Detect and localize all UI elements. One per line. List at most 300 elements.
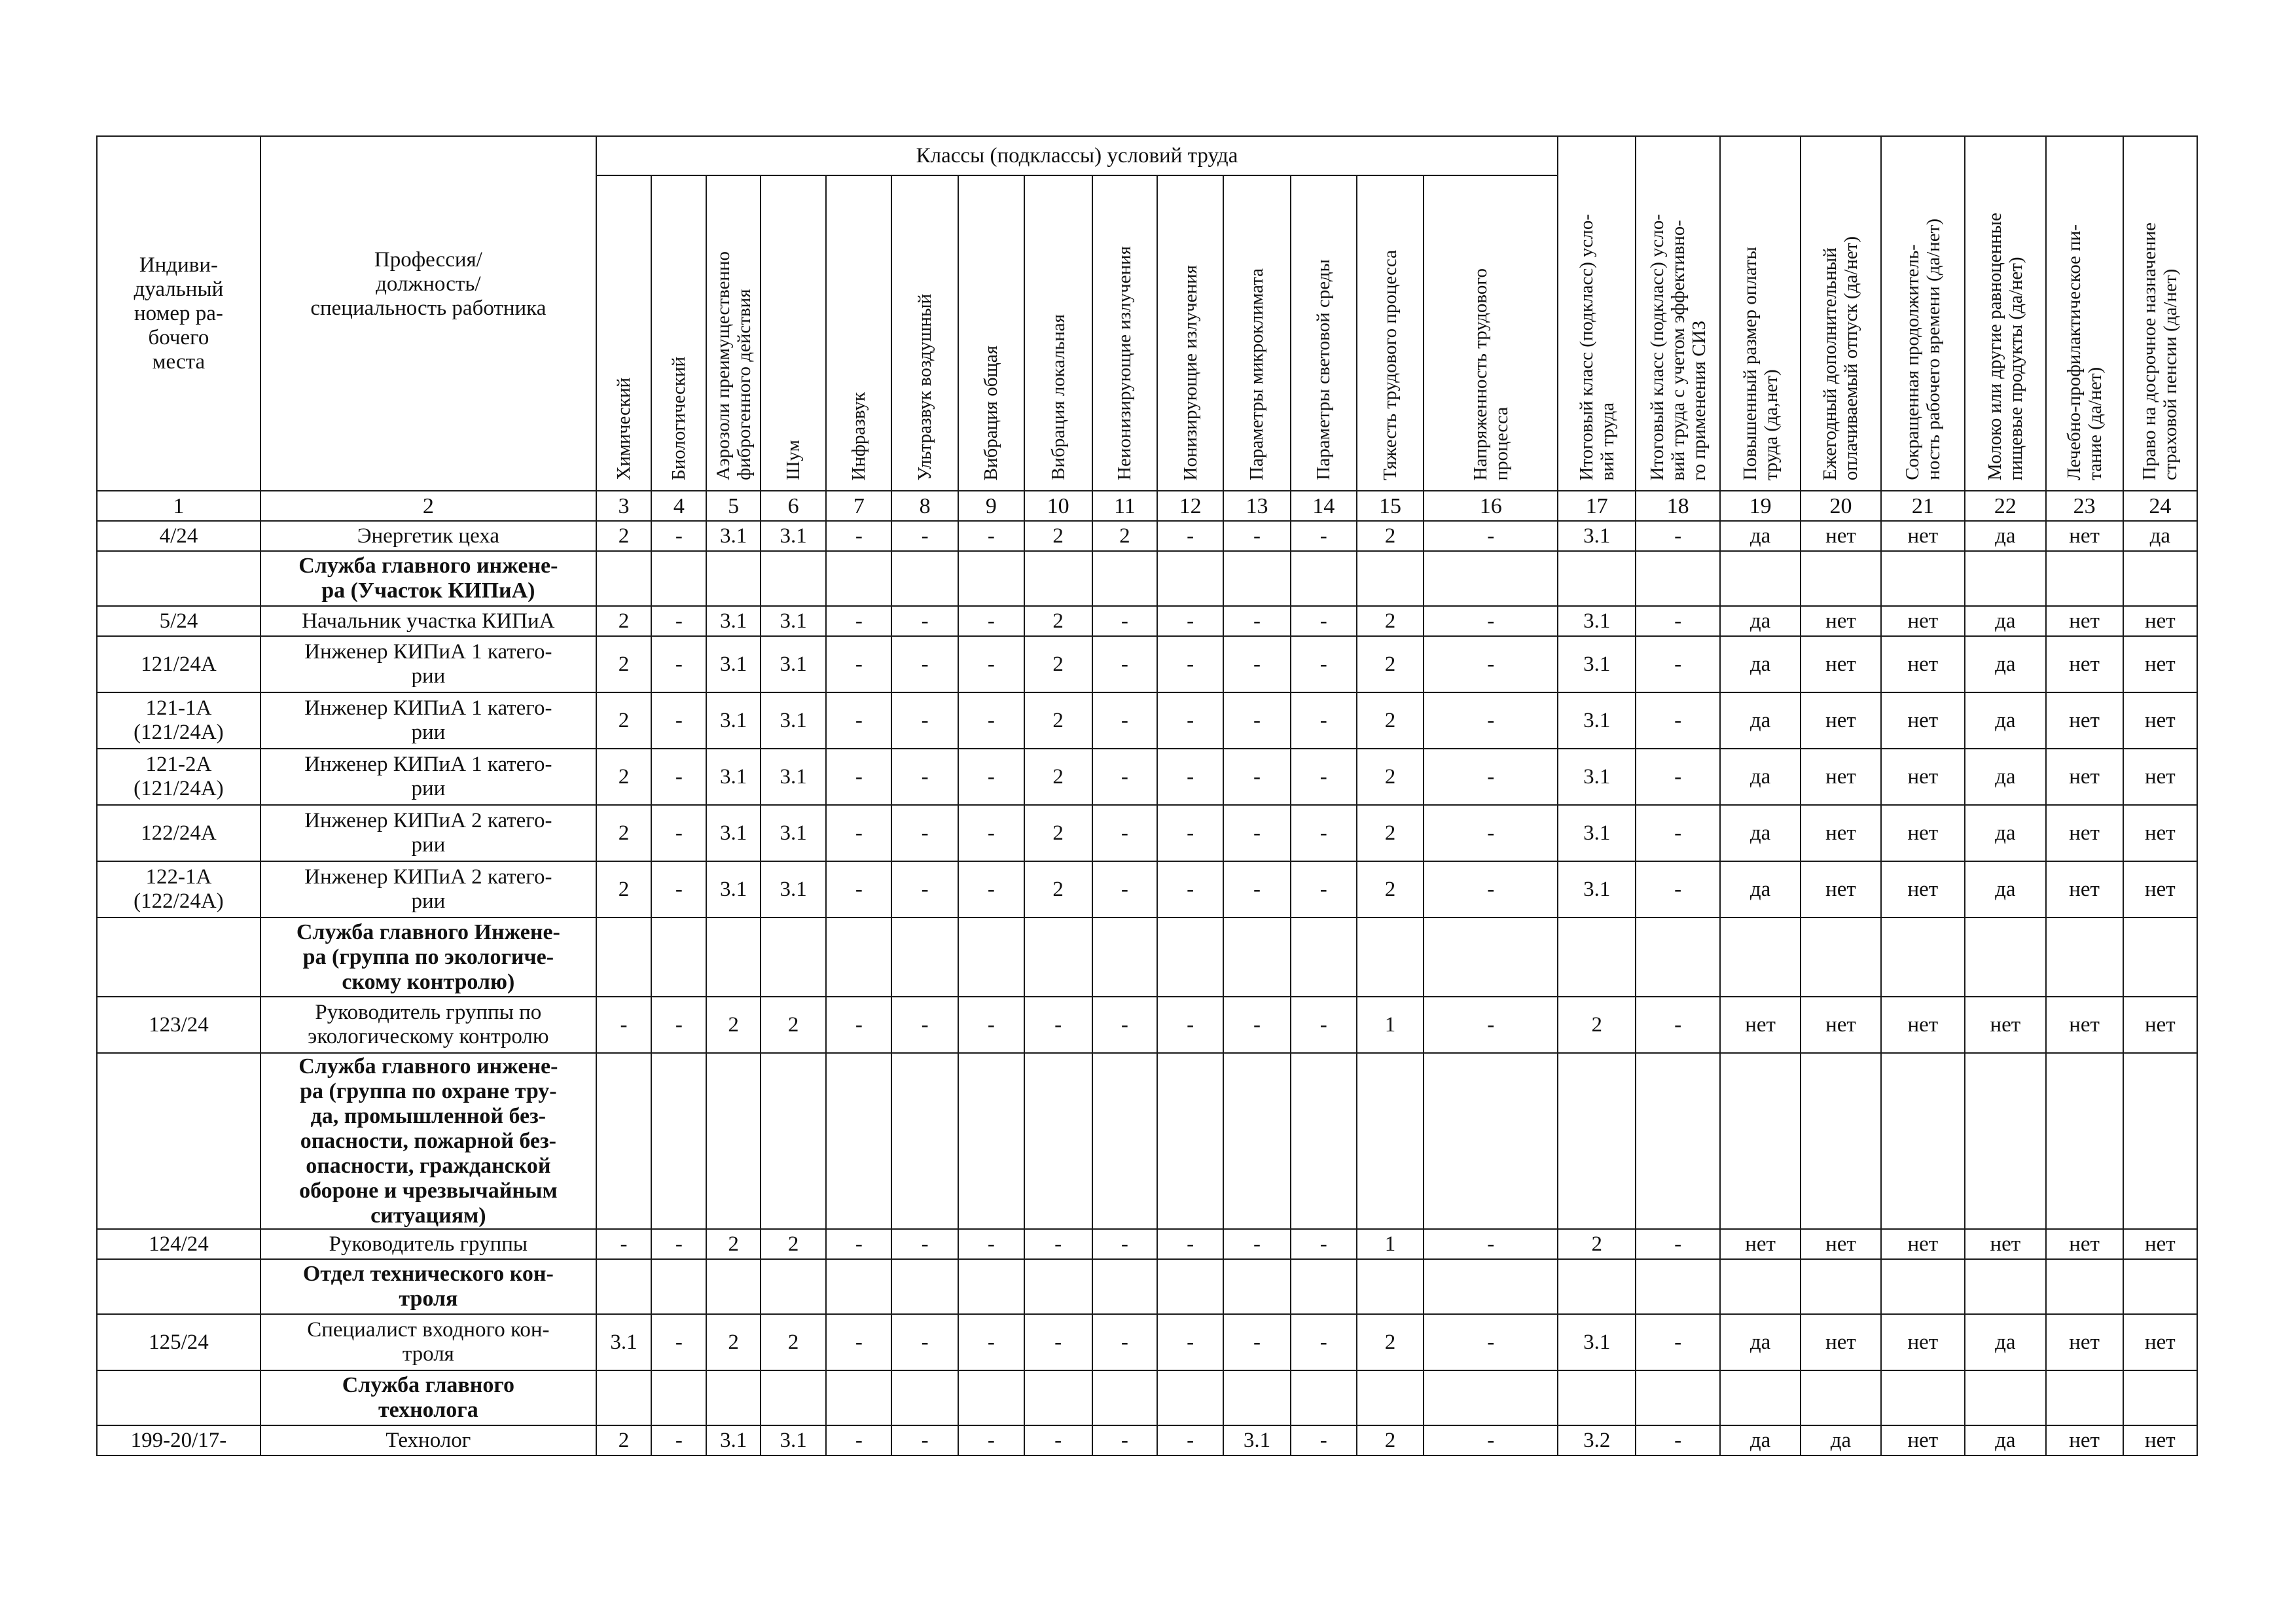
value-cell: - [1291, 521, 1357, 551]
value-cell: - [958, 1314, 1024, 1370]
value-cell: - [1424, 521, 1558, 551]
value-cell: - [1092, 1425, 1158, 1455]
section-title: Служба главного технолога [260, 1370, 596, 1425]
empty-cell [2123, 918, 2197, 997]
section-row [97, 1259, 2197, 1314]
header-therapeutic-food: Лечебно-профилактическое пи- тание (да/нет) [2046, 136, 2123, 491]
empty-cell [1024, 1259, 1092, 1314]
profession-cell: Инженер КИПиА 2 катего- рии [260, 805, 596, 861]
empty-cell [958, 1259, 1024, 1314]
value-cell: нет [1801, 1314, 1880, 1370]
value-cell: - [1157, 997, 1223, 1053]
value-cell: 2 [1024, 692, 1092, 749]
value-cell: - [1157, 521, 1223, 551]
value-cell: нет [1881, 997, 1965, 1053]
value-cell: нет [1801, 521, 1880, 551]
column-number: 12 [1157, 491, 1223, 521]
value-cell: 2 [1357, 692, 1424, 749]
value-cell: 2 [1357, 861, 1424, 918]
empty-cell [826, 1259, 891, 1314]
header-factor: Инфразвук [826, 175, 891, 491]
workplace-id-cell: 199-20/17- [97, 1425, 260, 1455]
profession-cell: Инженер КИПиА 1 катего- рии [260, 692, 596, 749]
value-cell: 3.1 [761, 805, 827, 861]
column-number: 22 [1965, 491, 2045, 521]
value-cell: нет [1965, 1229, 2045, 1259]
value-cell: нет [1881, 1229, 1965, 1259]
value-cell: - [1092, 861, 1158, 918]
value-cell: - [1092, 997, 1158, 1053]
working-conditions-table [96, 135, 2198, 1456]
header-factor: Вибрация общая [958, 175, 1024, 491]
value-cell: нет [2123, 1314, 2197, 1370]
value-cell: - [1092, 805, 1158, 861]
value-cell: да [1965, 805, 2045, 861]
value-cell: 3.1 [706, 805, 760, 861]
empty-cell [1223, 918, 1291, 997]
empty-cell [2046, 918, 2123, 997]
value-cell: - [826, 997, 891, 1053]
empty-cell [2046, 1370, 2123, 1425]
empty-cell [1424, 1370, 1558, 1425]
value-cell: - [1157, 749, 1223, 805]
value-cell: 1 [1357, 997, 1424, 1053]
value-cell: 2 [1357, 749, 1424, 805]
value-cell: - [826, 521, 891, 551]
empty-cell [651, 1053, 706, 1229]
table-row [97, 805, 2197, 861]
value-cell: - [1424, 1229, 1558, 1259]
table-row [97, 1229, 2197, 1259]
empty-cell [1024, 1053, 1092, 1229]
column-number: 4 [651, 491, 706, 521]
empty-cell [706, 1053, 760, 1229]
value-cell: нет [1881, 636, 1965, 692]
workplace-id-cell: 125/24 [97, 1314, 260, 1370]
empty-cell [1157, 918, 1223, 997]
empty-cell [706, 1259, 760, 1314]
column-number: 15 [1357, 491, 1424, 521]
value-cell: 3.1 [706, 1425, 760, 1455]
value-cell: - [1157, 1425, 1223, 1455]
value-cell: нет [2123, 606, 2197, 636]
empty-cell [651, 551, 706, 606]
value-cell: - [1291, 805, 1357, 861]
empty-cell [1558, 918, 1636, 997]
value-cell: - [1092, 636, 1158, 692]
value-cell: 2 [1558, 997, 1636, 1053]
value-cell: - [1223, 1229, 1291, 1259]
empty-cell [1636, 1370, 1720, 1425]
value-cell: 3.1 [1558, 805, 1636, 861]
value-cell: - [1157, 692, 1223, 749]
value-cell: 2 [596, 749, 651, 805]
value-cell: - [958, 749, 1024, 805]
empty-cell [1024, 918, 1092, 997]
value-cell: нет [2046, 861, 2123, 918]
value-cell: 2 [1357, 805, 1424, 861]
value-cell: нет [1801, 1229, 1880, 1259]
empty-cell [2046, 551, 2123, 606]
value-cell: - [826, 749, 891, 805]
value-cell: - [1024, 1425, 1092, 1455]
header-factor: Вибрация локальная [1024, 175, 1092, 491]
empty-cell [1558, 1370, 1636, 1425]
value-cell: 3.1 [1558, 521, 1636, 551]
empty-cell [596, 551, 651, 606]
empty-cell [1965, 1370, 2045, 1425]
empty-cell [1720, 551, 1801, 606]
value-cell: 2 [596, 521, 651, 551]
value-cell: да [1720, 805, 1801, 861]
header-conditions-group: Классы (подклассы) условий труда [596, 136, 1558, 175]
empty-cell [1357, 918, 1424, 997]
empty-cell [1881, 1370, 1965, 1425]
value-cell: 3.1 [706, 606, 760, 636]
column-number: 10 [1024, 491, 1092, 521]
value-cell: - [1424, 606, 1558, 636]
value-cell: - [596, 997, 651, 1053]
header-col1-label: Индиви- дуальный номер ра- бочего места [134, 253, 224, 374]
profession-cell: Инженер КИПиА 1 катего- рии [260, 749, 596, 805]
header-factor: Тяжесть трудового процесса [1357, 175, 1424, 491]
value-cell: да [1720, 1314, 1801, 1370]
value-cell: - [1424, 1314, 1558, 1370]
empty-cell [1720, 1370, 1801, 1425]
value-cell: - [1636, 521, 1720, 551]
value-cell: да [1965, 1425, 2045, 1455]
empty-cell [596, 918, 651, 997]
empty-cell [1157, 1053, 1223, 1229]
value-cell: - [1157, 636, 1223, 692]
column-number: 11 [1092, 491, 1158, 521]
value-cell: 2 [596, 606, 651, 636]
empty-cell [826, 551, 891, 606]
empty-cell [1801, 551, 1880, 606]
value-cell: 1 [1357, 1229, 1424, 1259]
value-cell: - [1092, 606, 1158, 636]
column-number: 1 [97, 491, 260, 521]
value-cell: нет [1881, 1314, 1965, 1370]
value-cell: - [1424, 692, 1558, 749]
value-cell: - [1223, 997, 1291, 1053]
value-cell: нет [2046, 1425, 2123, 1455]
value-cell: - [1636, 606, 1720, 636]
empty-cell [1092, 1053, 1158, 1229]
value-cell: нет [2046, 1229, 2123, 1259]
column-number: 6 [761, 491, 827, 521]
empty-cell [2046, 1259, 2123, 1314]
value-cell: - [958, 805, 1024, 861]
empty-cell [1157, 1370, 1223, 1425]
empty-cell [1092, 1259, 1158, 1314]
value-cell: 2 [761, 1229, 827, 1259]
value-cell: нет [1965, 997, 2045, 1053]
empty-cell [596, 1053, 651, 1229]
empty-cell [1965, 551, 2045, 606]
empty-cell [826, 1053, 891, 1229]
table-row [97, 749, 2197, 805]
value-cell: 3.1 [761, 749, 827, 805]
value-cell: нет [2046, 606, 2123, 636]
value-cell: 2 [1357, 606, 1424, 636]
value-cell: 3.1 [1558, 692, 1636, 749]
workplace-id-cell: 121-2А (121/24А) [97, 749, 260, 805]
value-cell: - [958, 1229, 1024, 1259]
value-cell: - [1291, 861, 1357, 918]
column-number: 9 [958, 491, 1024, 521]
section-title: Служба главного инжене- ра (группа по охране тру- да, промышленной без- опасности, пожарной без- опасности, гражданской обороне и чрезвычайным ситуациям) [260, 1053, 596, 1229]
header-factor: Шум [761, 175, 827, 491]
value-cell: - [651, 692, 706, 749]
value-cell: - [826, 861, 891, 918]
value-cell: - [1092, 1314, 1158, 1370]
value-cell: - [1157, 1229, 1223, 1259]
value-cell: нет [1801, 861, 1880, 918]
value-cell: - [958, 861, 1024, 918]
empty-cell [706, 1370, 760, 1425]
profession-cell: Специалист входного кон- троля [260, 1314, 596, 1370]
empty-cell [958, 1370, 1024, 1425]
empty-cell [1881, 1259, 1965, 1314]
empty-cell [1558, 1053, 1636, 1229]
table-row [97, 606, 2197, 636]
profession-cell: Начальник участка КИПиА [260, 606, 596, 636]
value-cell: 3.1 [1558, 636, 1636, 692]
table-row [97, 861, 2197, 918]
section-row [97, 918, 2197, 997]
header-factor: Химический [596, 175, 651, 491]
profession-cell: Инженер КИПиА 2 катего- рии [260, 861, 596, 918]
value-cell: - [1291, 997, 1357, 1053]
value-cell: да [1965, 606, 2045, 636]
value-cell: да [1801, 1425, 1880, 1455]
value-cell: 2 [1024, 636, 1092, 692]
value-cell: 2 [706, 1229, 760, 1259]
empty-cell [1357, 1370, 1424, 1425]
value-cell: 2 [596, 861, 651, 918]
empty-cell [1223, 1259, 1291, 1314]
value-cell: нет [2123, 692, 2197, 749]
empty-cell [1092, 551, 1158, 606]
empty-cell [1881, 918, 1965, 997]
empty-cell [826, 918, 891, 997]
empty-cell [2123, 551, 2197, 606]
empty-cell [1558, 1259, 1636, 1314]
value-cell: - [651, 521, 706, 551]
value-cell: 2 [596, 636, 651, 692]
empty-cell [1636, 551, 1720, 606]
value-cell: - [891, 636, 958, 692]
value-cell: 2 [1357, 1425, 1424, 1455]
column-number: 13 [1223, 491, 1291, 521]
empty-cell [958, 551, 1024, 606]
workplace-id-cell [97, 1259, 260, 1314]
empty-cell [1881, 1053, 1965, 1229]
value-cell: - [1223, 1314, 1291, 1370]
empty-cell [1801, 1053, 1880, 1229]
header-early-pension: Право на досрочное назначение страховой пенсии (да/нет) [2123, 136, 2197, 491]
empty-cell [1291, 551, 1357, 606]
empty-cell [1157, 1259, 1223, 1314]
value-cell: нет [1720, 1229, 1801, 1259]
value-cell: - [826, 1425, 891, 1455]
value-cell: да [1720, 606, 1801, 636]
value-cell: 3.1 [596, 1314, 651, 1370]
value-cell: нет [1801, 805, 1880, 861]
empty-cell [1720, 1259, 1801, 1314]
value-cell: 3.1 [761, 606, 827, 636]
value-cell: - [1636, 636, 1720, 692]
value-cell: - [891, 749, 958, 805]
value-cell: - [1424, 861, 1558, 918]
value-cell: 3.1 [761, 692, 827, 749]
value-cell: 2 [1024, 749, 1092, 805]
value-cell: - [826, 805, 891, 861]
column-number: 2 [260, 491, 596, 521]
value-cell: - [1636, 805, 1720, 861]
value-cell: 2 [1024, 861, 1092, 918]
value-cell: да [1965, 861, 2045, 918]
empty-cell [1965, 1053, 2045, 1229]
empty-cell [1424, 551, 1558, 606]
value-cell: - [1024, 997, 1092, 1053]
profession-cell: Инженер КИПиА 1 катего- рии [260, 636, 596, 692]
value-cell: - [1092, 692, 1158, 749]
value-cell: - [1291, 1229, 1357, 1259]
value-cell: - [1636, 861, 1720, 918]
empty-cell [1157, 551, 1223, 606]
value-cell: - [1424, 1425, 1558, 1455]
empty-cell [958, 918, 1024, 997]
empty-cell [1558, 551, 1636, 606]
value-cell: - [651, 1425, 706, 1455]
empty-cell [891, 1259, 958, 1314]
value-cell: да [1720, 636, 1801, 692]
value-cell: 3.2 [1558, 1425, 1636, 1455]
value-cell: 3.1 [761, 861, 827, 918]
workplace-id-cell: 122-1А (122/24А) [97, 861, 260, 918]
header-col2-label: Профессия/ должность/ специальность работника [310, 248, 547, 320]
column-number: 5 [706, 491, 760, 521]
value-cell: 3.1 [706, 636, 760, 692]
empty-cell [958, 1053, 1024, 1229]
value-cell: нет [1801, 606, 1880, 636]
value-cell: - [1024, 1229, 1092, 1259]
section-row [97, 1370, 2197, 1425]
value-cell: - [1291, 1314, 1357, 1370]
value-cell: - [891, 606, 958, 636]
column-number: 20 [1801, 491, 1880, 521]
value-cell: - [651, 1314, 706, 1370]
value-cell: 2 [1024, 805, 1092, 861]
empty-cell [596, 1259, 651, 1314]
workplace-id-cell: 5/24 [97, 606, 260, 636]
workplace-id-cell: 124/24 [97, 1229, 260, 1259]
column-number: 24 [2123, 491, 2197, 521]
header-factor: Биологический [651, 175, 706, 491]
header-final-class-siz: Итоговый класс (подкласс) усло- вий труда с учетом эффективно- го применения СИЗ [1636, 136, 1720, 491]
value-cell: нет [1881, 805, 1965, 861]
value-cell: да [1720, 692, 1801, 749]
empty-cell [1801, 1370, 1880, 1425]
value-cell: - [891, 1314, 958, 1370]
empty-cell [1424, 918, 1558, 997]
header-factor: Параметры световой среды [1291, 175, 1357, 491]
value-cell: 3.1 [706, 521, 760, 551]
workplace-id-cell [97, 551, 260, 606]
value-cell: 3.1 [761, 636, 827, 692]
empty-cell [1024, 551, 1092, 606]
empty-cell [2046, 1053, 2123, 1229]
profession-cell: Руководитель группы по экологическому контролю [260, 997, 596, 1053]
value-cell: - [891, 521, 958, 551]
workplace-id-cell [97, 1370, 260, 1425]
empty-cell [1291, 1053, 1357, 1229]
value-cell: 2 [1357, 1314, 1424, 1370]
column-number: 7 [826, 491, 891, 521]
value-cell: - [1223, 636, 1291, 692]
value-cell: да [1720, 749, 1801, 805]
column-number: 8 [891, 491, 958, 521]
value-cell: - [826, 606, 891, 636]
value-cell: нет [1881, 1425, 1965, 1455]
value-cell: 3.1 [706, 861, 760, 918]
value-cell: - [651, 606, 706, 636]
value-cell: 3.1 [1558, 861, 1636, 918]
value-cell: нет [2123, 1229, 2197, 1259]
value-cell: - [1223, 749, 1291, 805]
value-cell: нет [2123, 1425, 2197, 1455]
value-cell: 2 [706, 997, 760, 1053]
column-number: 19 [1720, 491, 1801, 521]
empty-cell [2123, 1259, 2197, 1314]
value-cell: - [651, 997, 706, 1053]
column-number: 23 [2046, 491, 2123, 521]
value-cell: - [1223, 805, 1291, 861]
table-row [97, 1425, 2197, 1455]
profession-cell: Руководитель группы [260, 1229, 596, 1259]
value-cell: - [1223, 861, 1291, 918]
value-cell: - [1092, 1229, 1158, 1259]
header-increased-pay: Повышенный размер оплаты труда (да,нет) [1720, 136, 1801, 491]
empty-cell [891, 1370, 958, 1425]
empty-cell [1024, 1370, 1092, 1425]
value-cell: нет [1801, 636, 1880, 692]
value-cell: да [1965, 521, 2045, 551]
header-factor: Ионизирующие излучения [1157, 175, 1223, 491]
profession-cell: Технолог [260, 1425, 596, 1455]
section-title: Служба главного инжене- ра (Участок КИПиА) [260, 551, 596, 606]
value-cell: 2 [1092, 521, 1158, 551]
value-cell: - [1291, 1425, 1357, 1455]
header-workplace-number [97, 136, 260, 491]
value-cell: - [958, 1425, 1024, 1455]
value-cell: нет [1801, 692, 1880, 749]
value-cell: - [958, 692, 1024, 749]
column-number: 18 [1636, 491, 1720, 521]
empty-cell [1965, 918, 2045, 997]
header-reduced-hours: Сокращенная продолжитель- ность рабочего времени (да/нет) [1881, 136, 1965, 491]
value-cell: - [1291, 636, 1357, 692]
value-cell: - [1636, 997, 1720, 1053]
empty-cell [761, 1370, 827, 1425]
value-cell: - [1157, 805, 1223, 861]
empty-cell [706, 551, 760, 606]
value-cell: - [826, 1314, 891, 1370]
empty-cell [761, 918, 827, 997]
value-cell: - [958, 521, 1024, 551]
